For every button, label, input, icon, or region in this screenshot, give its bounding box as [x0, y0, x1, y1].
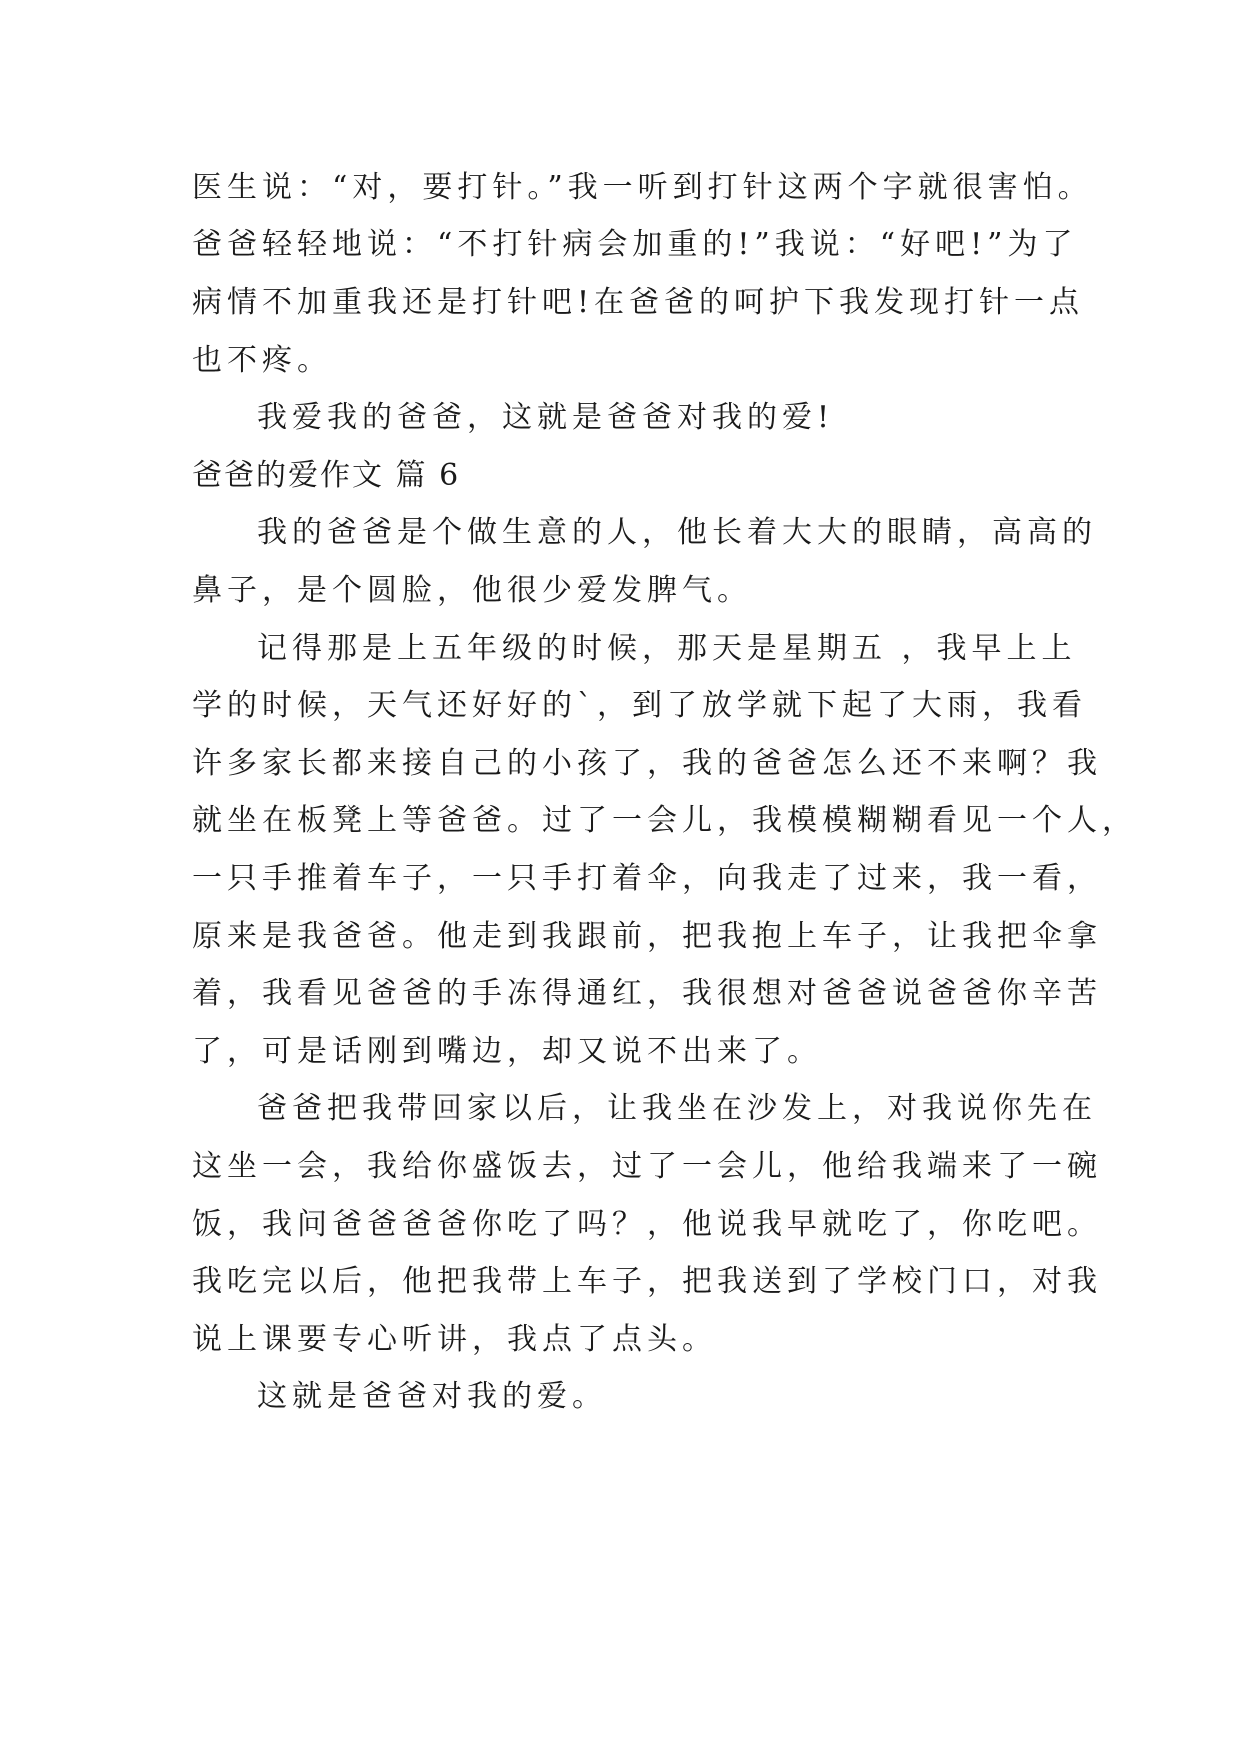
text-line: 记得那是上五年级的时候，那天是星期五 ，我早上上: [257, 631, 1077, 666]
text-line: 也不疼。: [192, 343, 332, 378]
text-line: 着，我看见爸爸的手冻得通红，我很想对爸爸说爸爸你辛苦: [192, 976, 1102, 1011]
text-line: 爸爸轻轻地说：“不打针病会加重的!”我说：“好吧!”为了: [192, 227, 1078, 262]
text-line: 我爱我的爸爸，这就是爸爸对我的爱!: [257, 400, 835, 435]
text-line: 说上课要专心听讲，我点了点头。: [192, 1322, 717, 1357]
text-line: 就坐在板凳上等爸爸。过了一会儿，我模模糊糊看见一个人，: [192, 803, 1137, 838]
text-line: 原来是我爸爸。他走到我跟前，把我抱上车子，让我把伞拿: [192, 919, 1102, 954]
text-line: 鼻子，是个圆脸，他很少爱发脾气。: [192, 573, 752, 608]
text-line: 学的时候，天气还好好的`，到了放学就下起了大雨，我看: [192, 688, 1087, 723]
text-line: 了，可是话刚到嘴边，却又说不出来了。: [192, 1034, 822, 1069]
text-line: 我的爸爸是个做生意的人，他长着大大的眼睛，高高的: [257, 515, 1097, 550]
text-line: 一只手推着车子，一只手打着伞，向我走了过来，我一看，: [192, 861, 1102, 896]
text-line: 我吃完以后，他把我带上车子，把我送到了学校门口，对我: [192, 1264, 1102, 1299]
text-line: 爸爸把我带回家以后，让我坐在沙发上，对我说你先在: [257, 1091, 1097, 1126]
text-line: 医生说：“对，要打针。”我一听到打针这两个字就很害怕。: [192, 170, 1093, 205]
text-line: 许多家长都来接自己的小孩了，我的爸爸怎么还不来啊？我: [192, 746, 1102, 781]
text-line: 饭，我问爸爸爸爸你吃了吗？，他说我早就吃了，你吃吧。: [192, 1207, 1102, 1242]
section-heading: 爸爸的爱作文 篇 6: [192, 458, 461, 493]
text-line: 病情不加重我还是打针吧!在爸爸的呵护下我发现打针一点: [192, 285, 1085, 320]
text-line: 这就是爸爸对我的爱。: [257, 1379, 607, 1414]
text-line: 这坐一会，我给你盛饭去，过了一会儿，他给我端来了一碗: [192, 1149, 1102, 1184]
